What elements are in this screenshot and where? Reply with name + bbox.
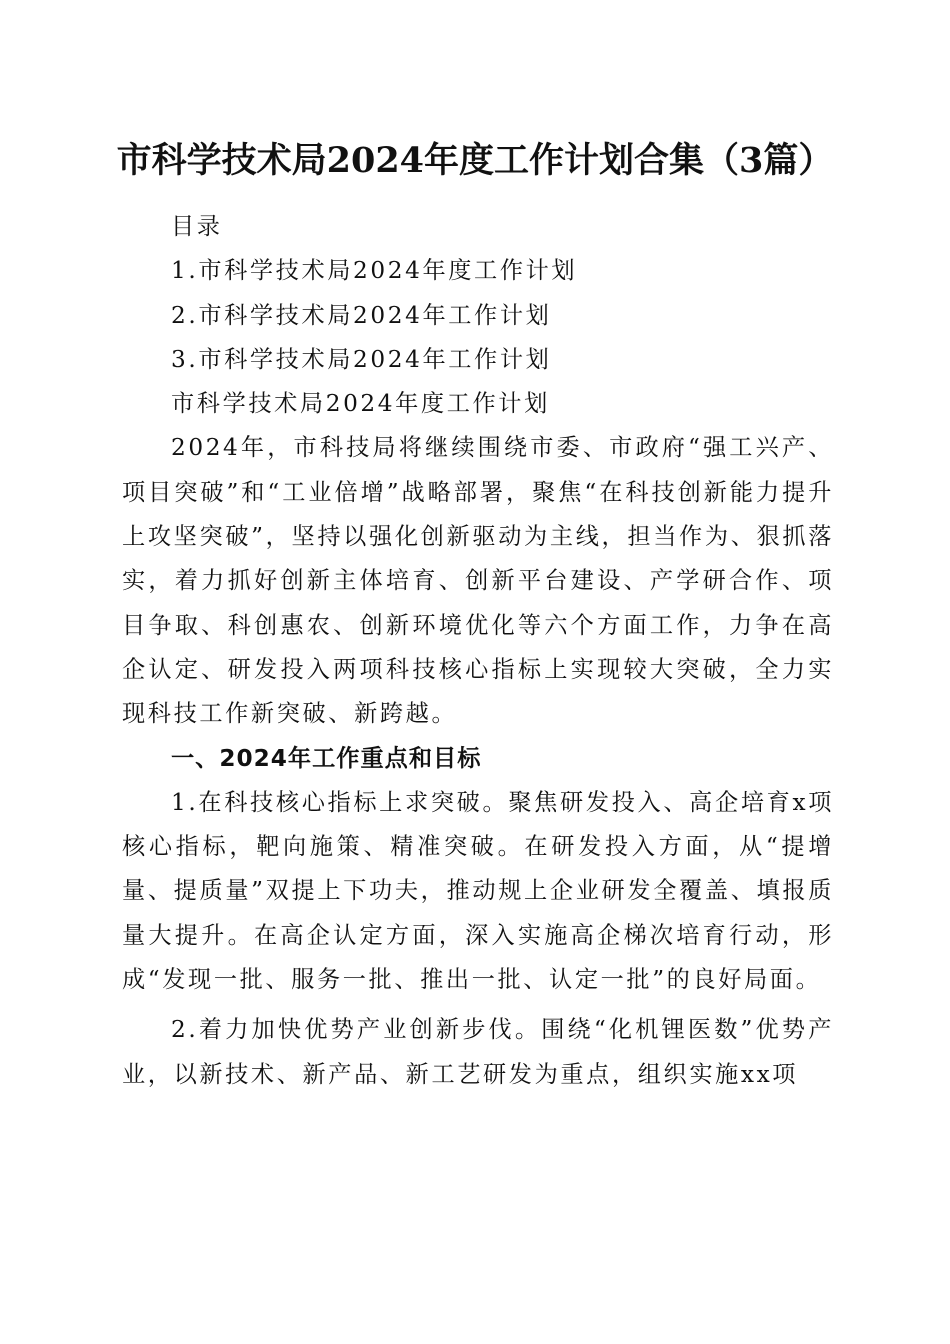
item-2-paragraph: 2.着力加快优势产业创新步伐。围绕“化机锂医数”优势产业，以新技术、新产品、新工艺研发为重点，组织实施xx项	[122, 1016, 834, 1088]
document-title: 市科学技术局2024年度工作计划合集（3篇）	[116, 140, 834, 181]
document-body	[122, 205, 834, 1097]
item-1-paragraph: 1.在科技核心指标上求突破。聚焦研发投入、高企培育x项核心指标，靶向施策、精准突破。在研发投入方面，从“提增量、提质量”双提上下功夫，推动规上企业研发全覆盖、填报质量大提升。在高企认定方面，深入实施高企梯次培育行动，形成“发现一批、服务一批、推出一批、认定一批”的良好局面。	[122, 788, 834, 994]
section-heading: 一、2024年工作重点和目标	[171, 744, 482, 772]
toc-item-3: 3.市科学技术局2024年工作计划	[171, 345, 552, 373]
toc-item-2: 2.市科学技术局2024年工作计划	[171, 301, 552, 329]
intro-paragraph: 2024年，市科技局将继续围绕市委、市政府“强工兴产、项目突破”和“工业倍增”战略部署，聚焦“在科技创新能力提升上攻坚突破”，坚持以强化创新驱动为主线，担当作为、狠抓落实，着力抓好创新主体培育、创新平台建设、产学研合作、项目争取、科创惠农、创新环境优化等六个方面工作，力争在高企认定、研发投入两项科技核心指标上实现较大突破，全力实现科技工作新突破、新跨越。	[122, 434, 834, 728]
toc-heading: 目录	[171, 213, 223, 240]
toc-item-1: 1.市科学技术局2024年度工作计划	[171, 257, 578, 285]
article-title: 市科学技术局2024年度工作计划	[171, 390, 550, 418]
